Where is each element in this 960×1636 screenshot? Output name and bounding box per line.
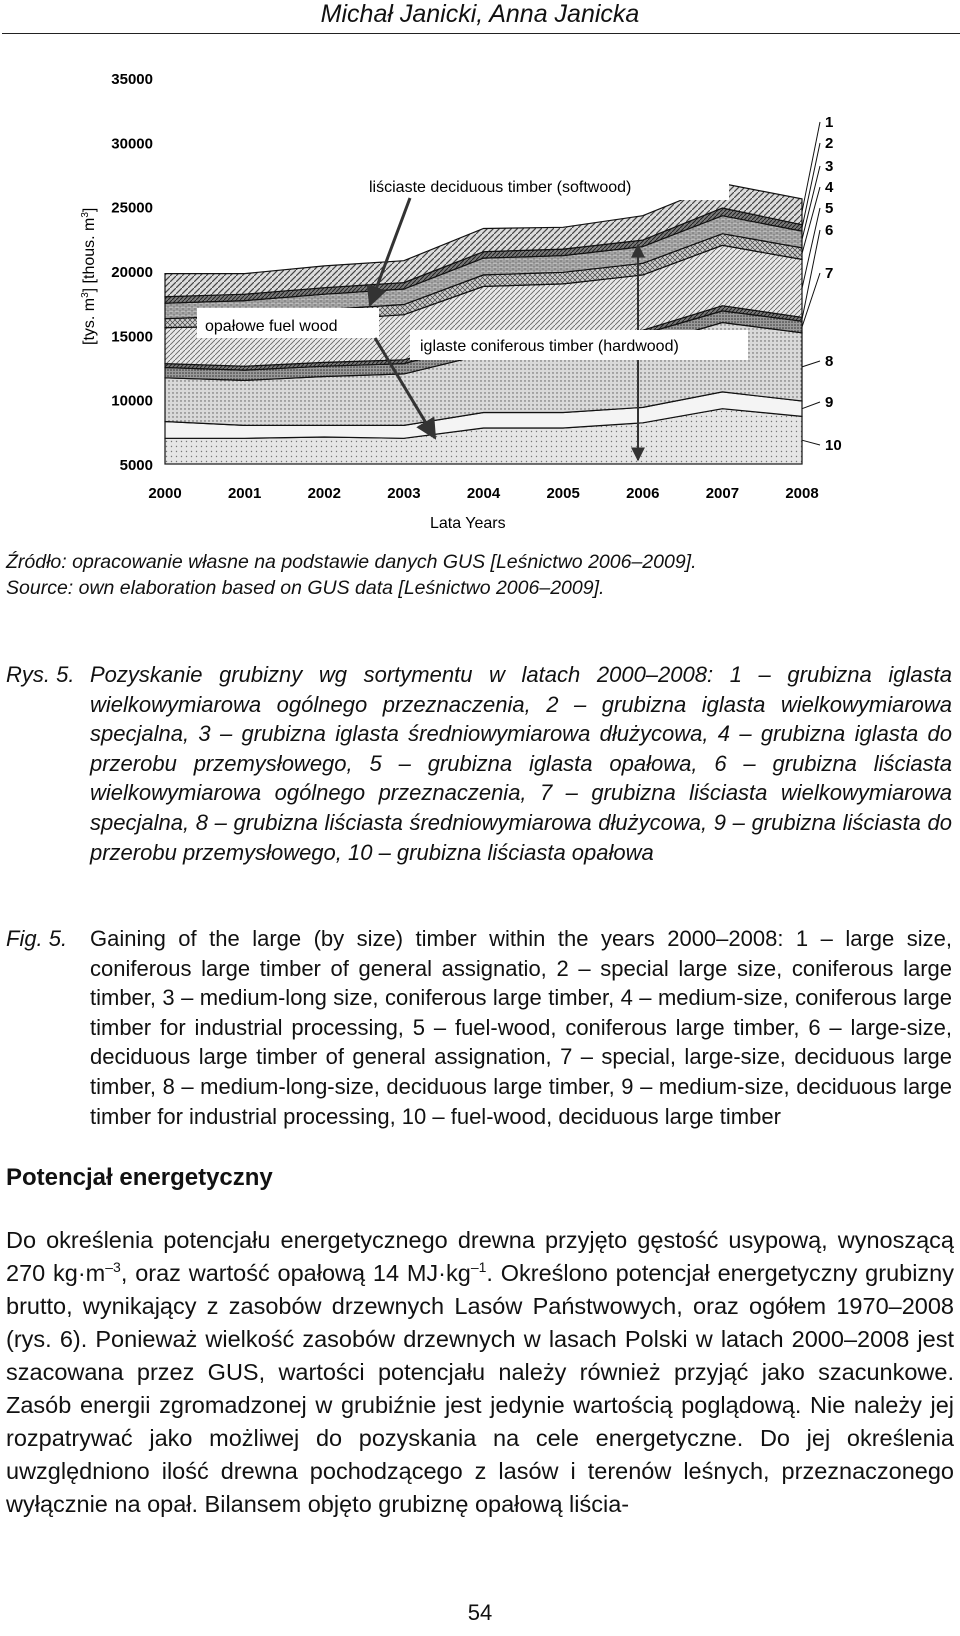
body-paragraph: Do określenia potencjału energetycznego drewna przyjęto gęstość usypową, wynoszącą 270 $kg\cdot m^{-3}$, oraz wartość opałową 14 $MJ\cdot kg^{-1}$. Określono potencjał energetyczny grubizny brutto, wynikający z zasobów drzewnych Lasów Państwowych, oraz ogółem 1970–2008 (rys. 6). Ponieważ wielkość zasobów drzewnych w lasach Polski w latach 2000–2008 jest szacowana przez GUS, wartości potencjału należy również przyjąć jako szacunkowe. Zasób energii zgromadzonej w grubiźnie jest jedynie wartością poglądową. Nie należy jej rozpatrywać jako możliwej do pozyskania na cele energetyczne. Do jej określenia uwzględniono ilość drewna pochodzącego z lasów i terenów leśnych, przeznaczonego wyłącznie na opał. Bilansem objęto grubiznę opałową liścia- xyxy=(6,1227,954,1517)
y-tick-label: 10000 xyxy=(111,392,153,410)
y-tick-label: 15000 xyxy=(111,328,153,346)
series-labels xyxy=(802,114,842,454)
stacked-area-chart xyxy=(80,60,870,560)
series-label: 3 xyxy=(825,158,834,175)
series-label: 9 xyxy=(825,394,834,411)
x-tick-label: 2002 xyxy=(307,485,341,502)
series-leader-line xyxy=(802,440,820,445)
series-leader-line xyxy=(802,273,820,327)
y-tick-label: 20000 xyxy=(111,264,153,281)
y-tick-label: 25000 xyxy=(111,199,153,217)
series-label: 5 xyxy=(825,200,834,217)
x-tick-label: 2007 xyxy=(705,485,740,502)
running-header: Michał Janicki, Anna Janicka xyxy=(320,0,640,28)
annotation-coniferous: iglaste coniferous timber (hardwood) xyxy=(420,338,679,355)
series-leader-line xyxy=(802,166,820,239)
y-axis-title: [tys. $m^3$] [thous. $m^3$] xyxy=(80,207,98,345)
x-tick-label: 2005 xyxy=(546,485,580,502)
series-label: 10 xyxy=(825,437,842,454)
x-axis xyxy=(148,485,818,502)
figure-caption-text-pl: Pozyskanie grubizny wg sortymentu w latach 2000–2008: 1 – grubizna iglasta wielkowymiarowa ogólnego przeznaczenia, 2 – grubizna iglasta wielkowymiarowa specjalna, 3 – grubizna iglasta średniowymiarowa dłużycowa, 4 – grubizna iglasta do przerobu przemysłowego, 5 – grubizna iglasta opałowa, 6 – grubizna liściasta wielkowymiarowa ogólnego przeznaczenia, 7 – grubizna liściasta wielkowymiarowa specjalna, 8 – grubizna liściasta średniowymiarowa dłużycowa, 9 – grubizna liściasta do przerobu przemysłowego, 10 – grubizna liściasta opałowa xyxy=(90,662,952,865)
series-label: 8 xyxy=(825,353,834,370)
x-tick-label: 2001 xyxy=(227,485,262,502)
series-label: 2 xyxy=(825,135,834,152)
y-tick-label: 5000 xyxy=(119,457,153,474)
series-label: 4 xyxy=(825,179,834,196)
figure-caption-pl xyxy=(6,660,952,867)
x-tick-label: 2003 xyxy=(387,485,421,502)
annotation-deciduous: liściaste deciduous timber (softwood) xyxy=(369,179,632,196)
figure-caption-text-en: Gaining of the large (by size) timber within the years 2000–2008: 1 – large size, coniferous large timber of general assignatio, 2 – special large size, coniferous large timber, 3 – medium-long size, coniferous large timber, 4 – medium-size, coniferous large timber for industrial processing, 5 – fuel-wood, coniferous large timber, 6 – large-size, deciduous large timber of general assignation, 7 – special, large-size, deciduous large timber, 8 – medium-long-size, deciduous large timber, 9 – medium-size, deciduous large timber for industrial processing, 10 – fuel-wood, deciduous large timber xyxy=(90,926,952,1129)
annotation-fuel-wood: opałowe fuel wood xyxy=(205,318,338,335)
source-note-pl: Źródło: opracowanie własne na podstawie danych GUS [Leśnictwo 2006–2009]. xyxy=(6,551,697,573)
section-heading: Potencjał energetyczny xyxy=(6,1164,273,1191)
series-label: 6 xyxy=(825,222,834,239)
x-tick-label: 2004 xyxy=(466,485,501,502)
series-label: 7 xyxy=(825,265,834,282)
x-tick-label: 2000 xyxy=(148,485,182,502)
figure-caption-en xyxy=(6,924,952,1131)
series-leader-line xyxy=(802,402,820,409)
series-label: 1 xyxy=(825,114,834,131)
y-tick-label: 30000 xyxy=(111,135,153,153)
x-tick-label: 2008 xyxy=(785,485,819,502)
y-tick-label: 35000 xyxy=(111,71,153,88)
figure-label-pl: Rys. 5. xyxy=(6,662,75,687)
x-axis-title: Lata Years xyxy=(430,515,506,532)
series-leader-line xyxy=(802,361,820,367)
figure-label-en: Fig. 5. xyxy=(6,926,68,951)
x-tick-label: 2006 xyxy=(626,485,660,502)
series-leader-line xyxy=(802,143,820,228)
source-note-en: Source: own elaboration based on GUS data [Leśnictwo 2006–2009]. xyxy=(6,577,605,599)
page-number: 54 xyxy=(467,1600,493,1625)
header-rule xyxy=(2,33,960,34)
y-axis xyxy=(111,71,153,474)
